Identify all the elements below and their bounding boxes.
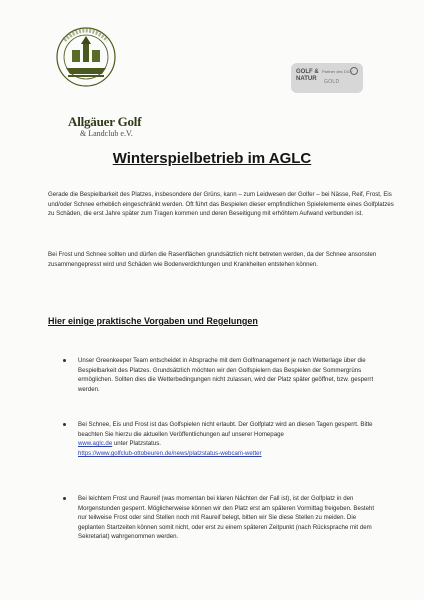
badge-line1: GOLF & [296,69,319,75]
club-name: Allgäuer Golf [68,114,142,129]
list-item-text: Bei Schnee, Eis und Frost ist das Golfspielen nicht erlaubt. Der Golfplatz wird an diesen Tagen gesperrt. Bitte beachten Sie hierzu die aktuellen Veröffentlichungen auf unserer Homepage [78,421,373,438]
intro-paragraph: Gerade die Bespielbarkeit des Platzes, insbesondere der Grüns, kann – zum Leidwesen der Golfer – bei Nässe, Reif, Frost, Eis und/oder Schnee erheblich eingeschränkt werden. Oft führt das Bespielen dieser empfindlichen Spielelemente eines Golfplatzes zu Schäden, die erst Jahre später zum Tragen kommen und deren Beseitigung mit erhöhtem Aufwand verbunden ist. [48,191,394,218]
club-crest-icon [50,26,122,88]
list-item-text: Bei leichtem Frost und Raureif (was momentan bei klaren Nächten der Fall ist), ist der Golfplatz in den Morgenstunden gesperrt. Möglicherweise können wir den Platz erst am späteren Vormittag freigeben. Besteht nur teilweise Frost oder sind Stellen noch mit Raureif belegt, bitten wir Sie diese Stellen zu meiden. Die geplanten Startzeiten können somit nicht, oder erst zu einem späteren Zeitpunkt (nach Rücksprache mit dem Sekretariat) wahrgenommen werden. [78,495,375,541]
badge-small2: DGV [343,69,353,74]
badge-brand: GOLD [324,79,340,85]
badge-small1: Partner des [322,69,343,74]
list-item [78,356,378,394]
club-logo [36,26,142,138]
club-subtitle: & Landclub e.V. [80,129,133,138]
section-heading: Hier einige praktische Vorgaben und Regelungen [48,316,258,326]
bullet-icon [63,497,66,500]
page-title: Winterspielbetrieb im AGLC [112,150,312,167]
platzstatus-link[interactable]: https://www.golfclub-ottobeuren.de/news/platzstatus-webcam-wetter [78,449,262,457]
badge-title [296,69,319,83]
bullet-icon [63,359,66,362]
link-suffix: unter Platzstatus. [112,440,161,448]
list-item [78,420,378,458]
frost-paragraph: Bei Frost und Schnee sollten und dürfen die Rasenflächen grundsätzlich nicht betreten werden, da der Schnee ansonsten zusammengepresst wird und Schäden wie Bodenverdichtungen und Krankheiten entstehen können. [48,251,377,268]
badge-line2: NATUR [296,76,317,82]
homepage-link[interactable]: www.aglc.de [78,440,113,448]
list-item [78,494,378,542]
badge-small [322,69,352,74]
golf-natur-badge [291,63,363,93]
list-item-text: Unser Greenkeeper Team entscheidet in Absprache mit dem Golfmanagement je nach Wetterlage über die Bespielbarkeit des Platzes. Grundsätzlich möchten wir den Golfspielern das Bespielen der Sommergrüns ermöglichen. Sollten dies die Wetterbedingungen nicht zulassen, wird der Platz später geöffnet, bzw. gesperrt werden. [78,357,374,393]
bullet-icon [63,423,66,426]
dgv-ring-icon [350,67,358,75]
